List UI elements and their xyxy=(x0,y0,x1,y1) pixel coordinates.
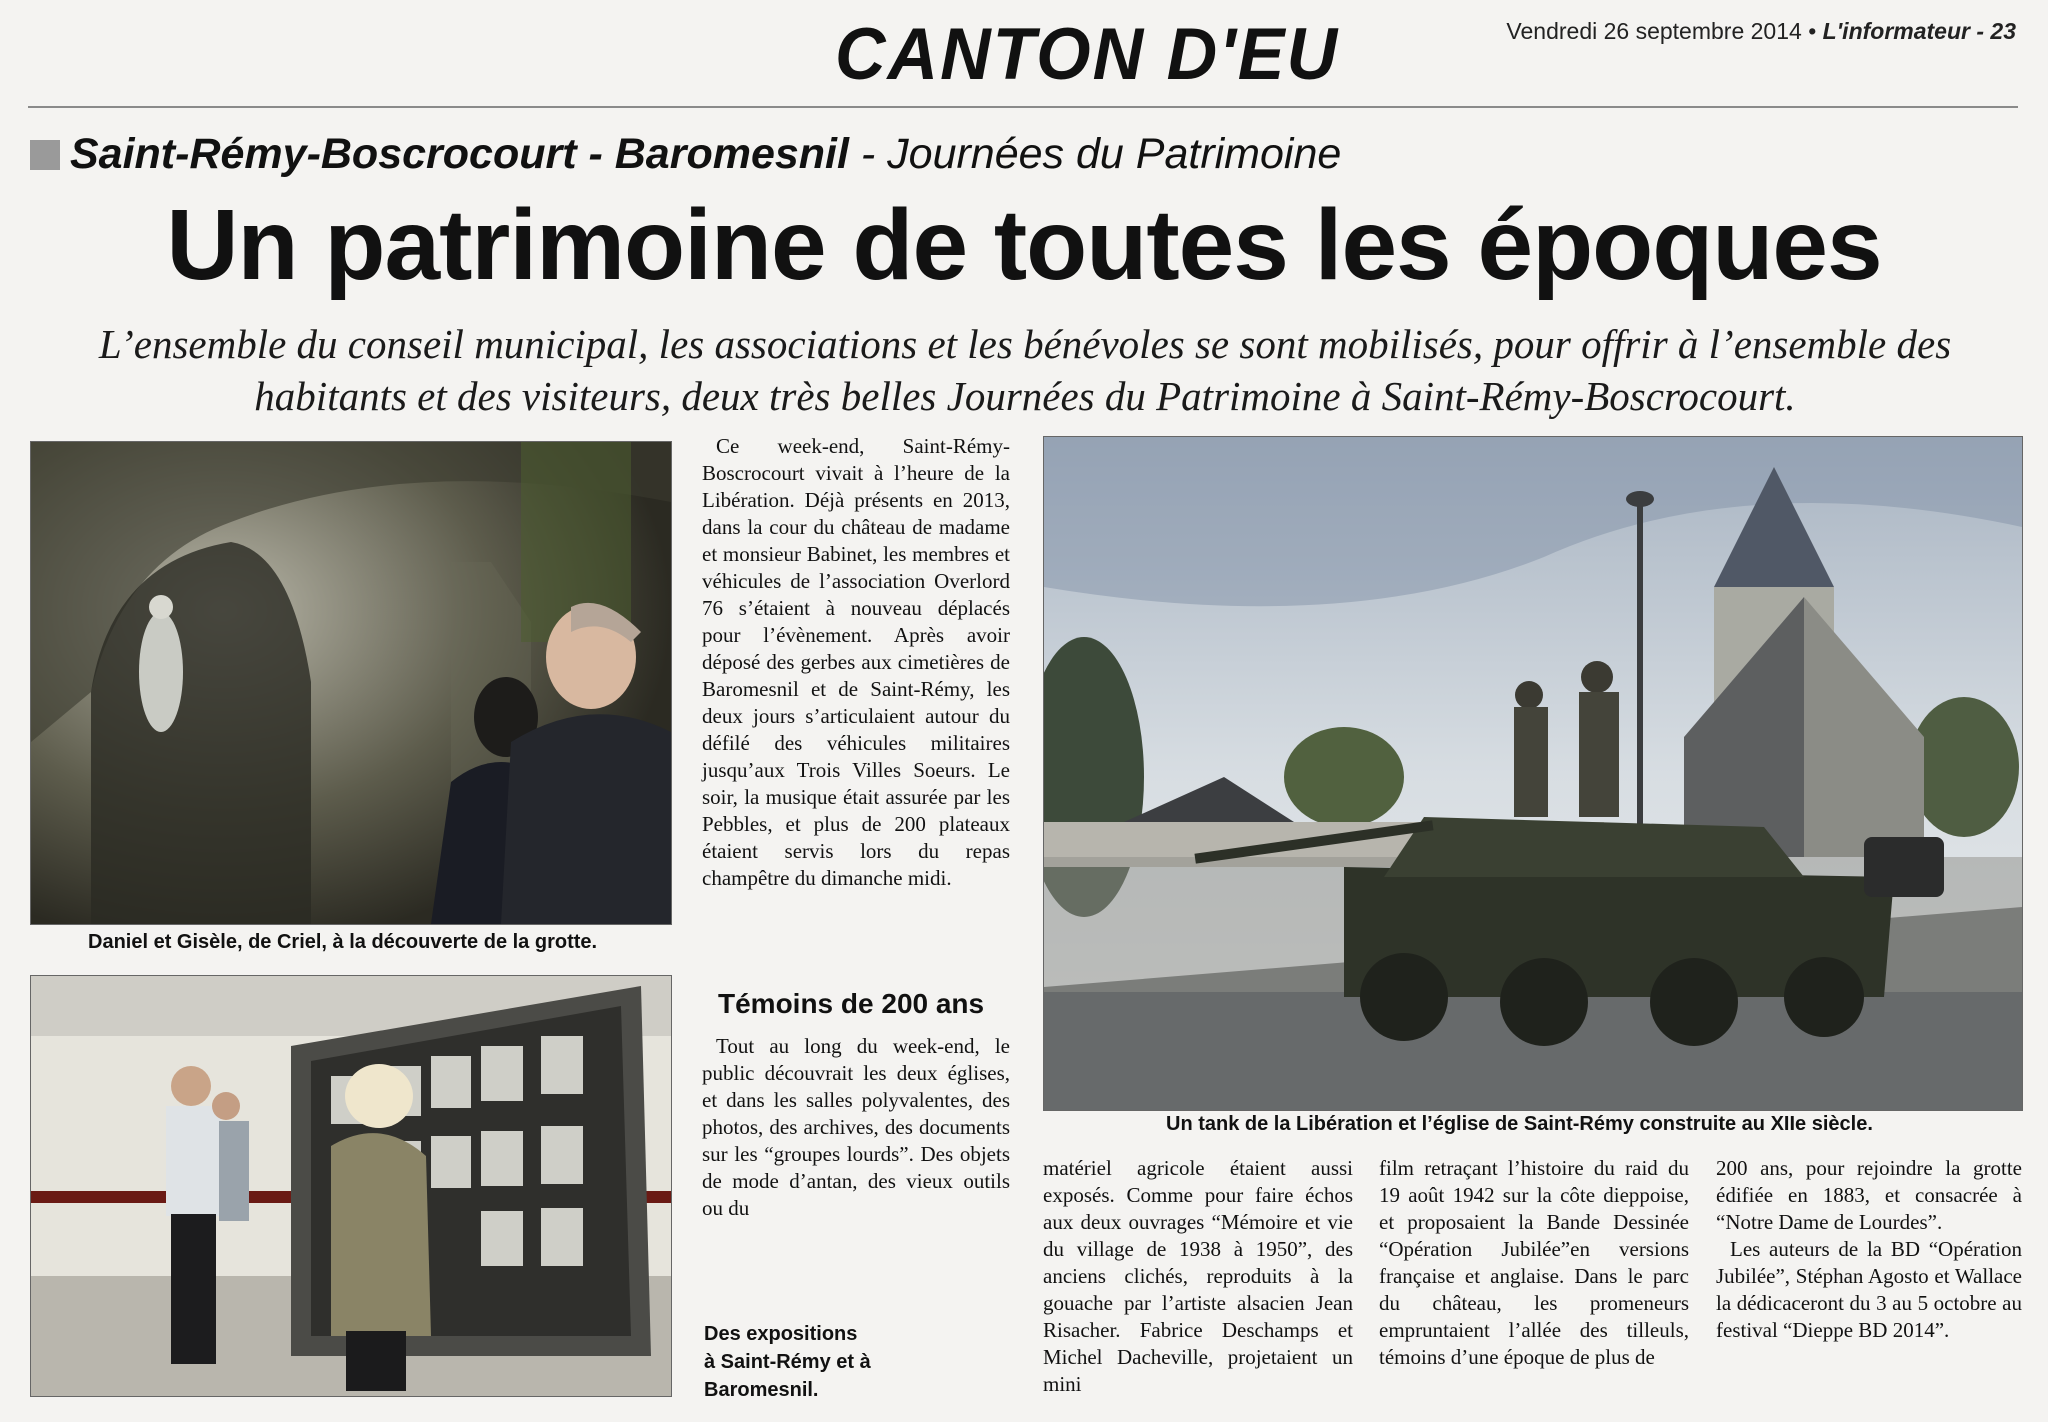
article-column-1b xyxy=(702,1033,1010,1222)
lead-paragraph: L’ensemble du conseil municipal, les associations et les bénévoles se sont mobilisés, pour offrir à l’ensemble des habitants et des visiteurs, deux très belles Journées du Patrimoine à Saint-Rémy-Boscrocourt. xyxy=(98,321,1952,419)
section-title: CANTON D'EU xyxy=(835,13,1340,95)
exhibition-caption: Des expositions à Saint-Rémy et à Baromesnil. xyxy=(704,1323,871,1401)
column3-paragraph: film retraçant l’histoire du raid du 19 août 1942 sur la côte dieppoise, et proposaient la Bande Dessinée “Opération Jubilée”en versions française et anglaise. Dans le parc du château, les promeneurs empruntaient l’allée des tilleuls, témoins d’une époque de plus de xyxy=(1379,1156,1689,1369)
column1-paragraph-2: Tout au long du week-end, le public découvrait les deux églises, et dans les salles polyvalentes, des photos, des archives, des documents sur les “groupes lourds”. Des objets de mode d’antan, des vieux outils ou du xyxy=(702,1034,1010,1220)
article-column-2 xyxy=(1043,1155,1353,1398)
tank-church-photo xyxy=(1043,436,2023,1111)
tank-caption: Un tank de la Libération et l’église de Saint-Rémy construite au XIIe siècle. xyxy=(1166,1113,1873,1135)
separator: • xyxy=(1808,18,1817,44)
page-number: - 23 xyxy=(1976,18,2016,44)
publication-name: L'informateur xyxy=(1822,18,1970,44)
column2-paragraph: matériel agricole étaient aussi exposés. Comme pour faire échos aux deux ouvrages “Mémoire et vie du village de 1938 à 1950”, des anciens clichés, reproduits à la gouache par l’artiste alsacien Jean Risacher. Fabrice Deschamps et Michel Dacheville, projetaient un mini xyxy=(1043,1156,1353,1396)
article-column-4 xyxy=(1716,1155,2022,1344)
issue-date: Vendredi 26 septembre 2014 xyxy=(1506,18,1802,44)
column1-paragraph-1: Ce week-end, Saint-Rémy-Boscrocourt vivait à l’heure de la Libération. Déjà présents en 2013, dans la cour du château de madame et monsieur Babinet, les membres et véhicules de l’association Overlord 76 s’étaient à nouveau déplacés pour l’évènement. Après avoir déposé des gerbes aux cimetières de Baromesnil et de Saint-Rémy, les deux jours s’articulaient autour du défilé des véhicules militaires jusqu’aux Trois Villes Soeurs. Le soir, la musique était assurée par les Pebbles, et plus de 200 plateaux étaient servis lors du repas champêtre du dimanche midi. xyxy=(702,434,1010,890)
grotto-photo xyxy=(30,441,672,925)
column4-paragraph-2: Les auteurs de la BD “Opération Jubilée”, Stéphan Agosto et Wallace la dédicaceront du 3 au 5 octobre au festival “Dieppe BD 2014”. xyxy=(1716,1237,2022,1342)
kicker-places: Saint-Rémy-Boscrocourt - Baromesnil xyxy=(70,130,849,178)
kicker-topic: - Journées du Patrimoine xyxy=(860,130,1342,178)
headline: Un patrimoine de toutes les époques xyxy=(166,189,1882,301)
header-rule xyxy=(28,106,2018,108)
article-column-1 xyxy=(702,433,1010,892)
grotto-caption: Daniel et Gisèle, de Criel, à la découverte de la grotte. xyxy=(88,931,598,953)
article-column-3 xyxy=(1379,1155,1689,1371)
subhead: Témoins de 200 ans xyxy=(718,988,985,1019)
column4-paragraph-1: 200 ans, pour rejoindre la grotte édifiée en 1883, et consacrée à “Notre Dame de Lourdes”. xyxy=(1716,1156,2022,1234)
kicker-square-icon xyxy=(30,140,60,170)
exhibition-photo xyxy=(30,975,672,1397)
kicker xyxy=(30,130,1341,179)
page-header-meta xyxy=(1506,18,2016,45)
